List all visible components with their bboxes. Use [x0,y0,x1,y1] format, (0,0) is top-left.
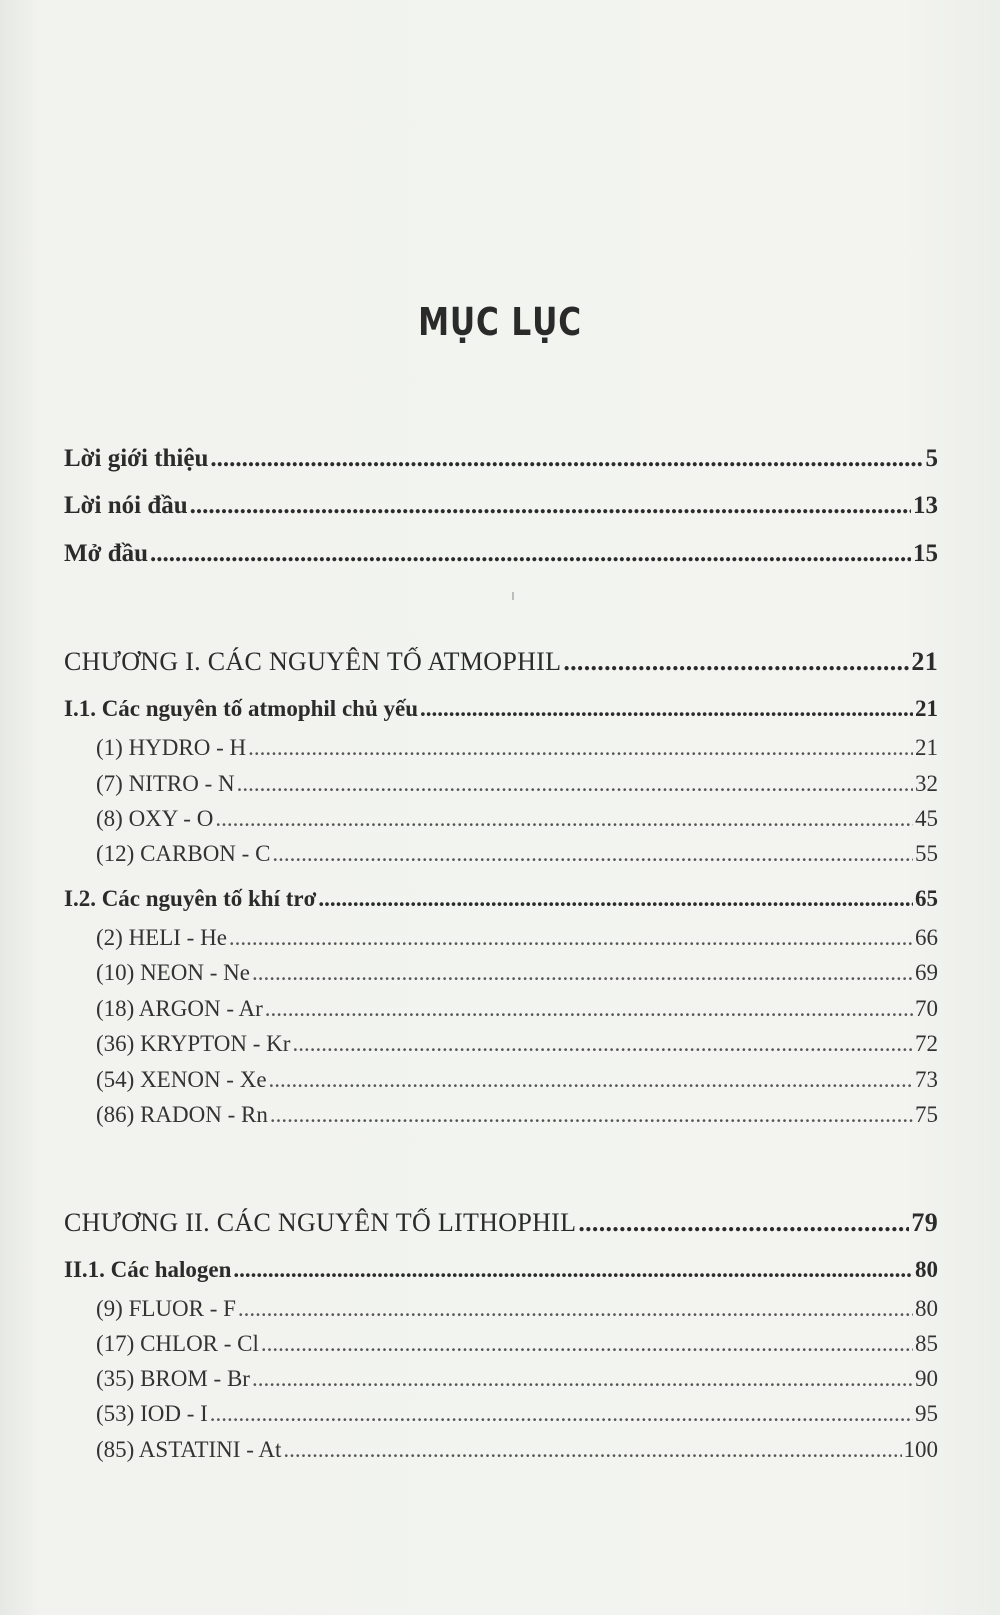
toc-item-label: (35) BROM - Br [96,1366,250,1391]
toc-section-page: 21 [915,696,938,721]
toc-leader-dots [210,445,923,473]
toc-leader-dots [563,647,909,677]
toc-item-label: (2) HELI - He [96,925,227,950]
toc-item-page: 85 [915,1331,938,1356]
toc-chapter-page: 21 [911,647,938,676]
toc-item-page: 70 [915,996,938,1021]
toc-item-label: (53) IOD - I [96,1401,208,1426]
toc-item [96,1401,938,1427]
toc-item-label: (9) FLUOR - F [96,1296,236,1321]
toc-item [96,1031,938,1057]
toc-leader-dots [210,1401,913,1427]
toc-leader-dots [578,1208,909,1238]
toc-item [96,841,938,867]
toc-leader-dots [252,960,913,986]
toc-leader-dots [283,1437,901,1463]
toc-item [96,1366,938,1392]
toc-item [96,996,938,1022]
toc-item-label: (8) OXY - O [96,806,214,831]
toc-chapter-label: CHƯƠNG II. CÁC NGUYÊN TỐ LITHOPHIL [64,1208,577,1237]
toc-leader-dots [318,886,913,912]
toc-chapter-1 [64,647,938,677]
toc-item-label: (7) NITRO - N [96,771,235,796]
toc-item-page: 73 [915,1067,938,1092]
toc-section-label: I.2. Các nguyên tố khí trơ [64,886,317,911]
toc-item-page: 55 [915,841,938,866]
toc-leader-dots [190,492,911,520]
toc-item-page: 95 [915,1401,938,1426]
toc-entry-mo-dau [64,540,938,568]
toc-item-label: (86) RADON - Rn [96,1102,268,1127]
toc-item-page: 45 [915,806,938,831]
toc-item-label: (10) NEON - Ne [96,960,250,985]
toc-chapter-page: 79 [911,1208,938,1237]
toc-leader-dots [233,1257,913,1283]
toc-section-2-1 [64,1257,938,1283]
toc-entry-label: Lời nói đầu [64,492,188,519]
toc-section-1-2 [64,886,938,912]
toc-leader-dots [265,996,913,1022]
toc-section-1-1 [64,696,938,722]
toc-leader-dots [238,1296,913,1322]
toc-item [96,1102,938,1128]
toc-leader-dots [420,696,913,722]
toc-leader-dots [229,925,913,951]
toc-item [96,771,938,797]
page-title: MỤC LỤC [418,300,582,344]
toc-item-page: 75 [915,1102,938,1127]
toc-chapter-label: CHƯƠNG I. CÁC NGUYÊN TỐ ATMOPHIL [64,647,562,676]
toc-leader-dots [248,735,913,761]
toc-item-page: 72 [915,1031,938,1056]
toc-entry-label: Mở đầu [64,540,148,567]
toc-entry-loi-noi-dau [64,492,938,520]
toc-item [96,1296,938,1322]
toc-entry-page: 15 [913,540,938,567]
toc-item-page: 21 [915,735,938,760]
toc-entry-label: Lời giới thiệu [64,445,209,472]
toc-item [96,1331,938,1357]
toc-leader-dots [215,806,913,832]
toc-leader-dots [270,1102,913,1128]
toc-section-label: I.1. Các nguyên tố atmophil chủ yếu [64,696,418,721]
toc-chapter-2 [64,1208,938,1238]
toc-item [96,735,938,761]
toc-item-page: 66 [915,925,938,950]
toc-item-label: (17) CHLOR - Cl [96,1331,259,1356]
toc-item-page: 90 [915,1366,938,1391]
toc-item-label: (12) CARBON - C [96,841,271,866]
toc-item-page: 69 [915,960,938,985]
toc-item [96,1067,938,1093]
toc-item [96,925,938,951]
toc-entry-page: 13 [913,492,938,519]
toc-leader-dots [252,1366,913,1392]
toc-item-label: (1) HYDRO - H [96,735,247,760]
toc-section-page: 65 [915,886,938,911]
toc-leader-dots [150,540,911,568]
toc-item [96,960,938,986]
toc-leader-dots [261,1331,913,1357]
toc-leader-dots [292,1031,913,1057]
toc-item-label: (36) KRYPTON - Kr [96,1031,291,1056]
toc-entry-loi-gioi-thieu [64,445,938,473]
toc-item-page: 80 [915,1296,938,1321]
toc-item-page: 100 [903,1437,938,1462]
toc-leader-dots [272,841,913,867]
toc-section-page: 80 [915,1257,938,1282]
toc-section-label: II.1. Các halogen [64,1257,232,1282]
paper-speck [512,592,514,600]
toc-item-label: (18) ARGON - Ar [96,996,263,1021]
toc-leader-dots [237,771,913,797]
toc-item [96,806,938,832]
toc-item-label: (85) ASTATINI - At [96,1437,282,1462]
toc-item-label: (54) XENON - Xe [96,1067,267,1092]
toc-entry-page: 5 [925,445,938,472]
toc-leader-dots [269,1067,913,1093]
toc-item-page: 32 [915,771,938,796]
toc-item [96,1437,938,1463]
